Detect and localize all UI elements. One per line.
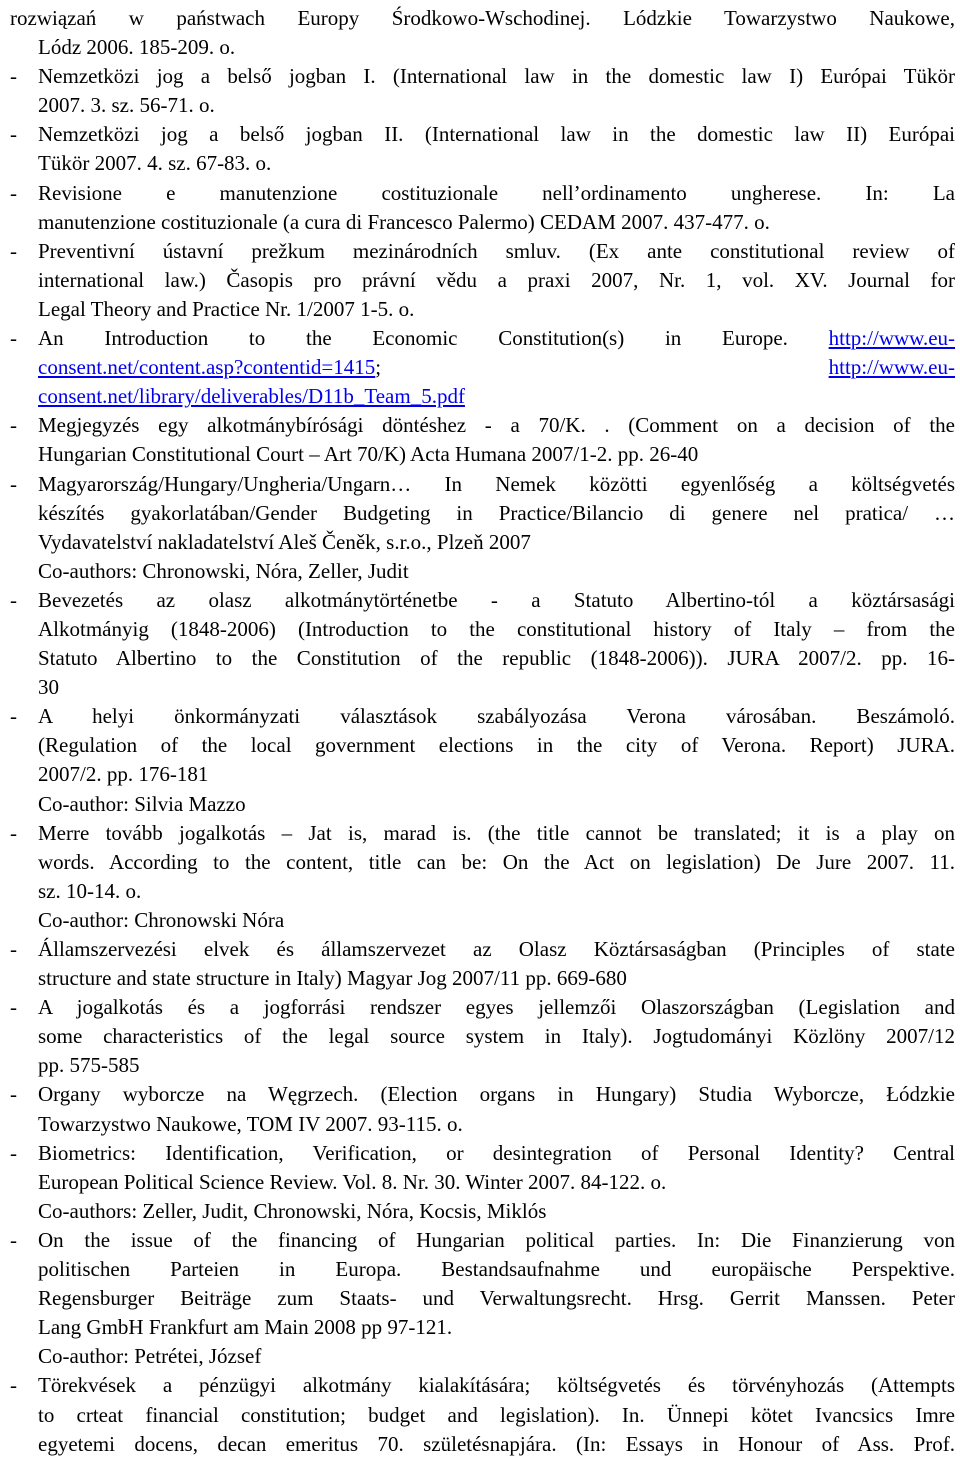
list-dash: - bbox=[10, 1140, 17, 1165]
text-line bbox=[10, 237, 955, 266]
text-line bbox=[10, 1139, 955, 1168]
list-dash: - bbox=[10, 238, 17, 263]
line-text: Lódz 2006. 185-209. o. bbox=[38, 35, 236, 60]
hyperlink[interactable]: consent.net/library/deliverables/D11b_Team_5.pdf bbox=[38, 384, 465, 409]
text-line bbox=[10, 470, 955, 499]
line-text: Revisione e manutenzione costituzionale nell’ordinamento ungherese. In: La bbox=[38, 180, 955, 205]
text-line bbox=[10, 935, 955, 964]
line-text: Co-author: Silvia Mazzo bbox=[38, 791, 246, 816]
line-text: Biometrics: Identification, Verification, or desintegration of Personal Identity? Central bbox=[38, 1140, 955, 1165]
line-text: some characteristics of the legal source system in Italy). Jogtudományi Közlöny 2007/12 bbox=[38, 1024, 955, 1049]
line-text: words. According to the content, title can be: On the Act on legislation) De Jure 2007. 11. bbox=[38, 849, 955, 874]
line-text: 30 bbox=[38, 675, 59, 700]
line-text: A jogalkotás és a jogforrási rendszer egyes jellemzői Olaszországban (Legislation and bbox=[38, 995, 955, 1020]
text-line bbox=[10, 615, 955, 644]
text-line bbox=[10, 1110, 955, 1139]
text-line bbox=[10, 702, 955, 731]
line-text: Merre tovább jogalkotás – Jat is, marad is. (the title cannot be translated; it is a play on bbox=[38, 820, 955, 845]
text-line bbox=[10, 1430, 955, 1459]
line-text: 2007. 3. sz. 56-71. o. bbox=[38, 93, 215, 118]
line-text: Co-authors: Zeller, Judit, Chronowski, Nóra, Kocsis, Miklós bbox=[38, 1198, 547, 1223]
text-line bbox=[10, 673, 955, 702]
text-line bbox=[10, 33, 955, 62]
line-text: An Introduction to the Economic Constitution(s) in Europe. bbox=[38, 326, 788, 351]
line-text: Nemzetközi jog a belső jogban II. (International law in the domestic law II) Európai bbox=[38, 122, 955, 147]
text-line bbox=[10, 1080, 955, 1109]
list-dash: - bbox=[10, 64, 17, 89]
text-line bbox=[10, 819, 955, 848]
text-line bbox=[10, 557, 955, 586]
line-text: pp. 575-585 bbox=[38, 1053, 140, 1078]
list-dash: - bbox=[10, 471, 17, 496]
line-text: politischen Parteien in Europa. Bestandsaufnahme und europäische Perspektive. bbox=[38, 1257, 955, 1282]
text-line bbox=[10, 1226, 955, 1255]
text-line bbox=[10, 993, 955, 1022]
text-line bbox=[10, 644, 955, 673]
text-line bbox=[10, 1342, 955, 1371]
line-text: international law.) Časopis pro právní vědu a praxi 2007, Nr. 1, vol. XV. Journal for bbox=[38, 267, 955, 292]
separator: ; bbox=[375, 355, 382, 380]
text-line bbox=[10, 4, 955, 33]
text-line bbox=[10, 91, 955, 120]
text-line bbox=[10, 1168, 955, 1197]
hyperlink[interactable]: consent.net/content.asp?contentid=1415 bbox=[38, 355, 376, 380]
list-dash: - bbox=[10, 704, 17, 729]
text-line bbox=[10, 1197, 955, 1226]
text-line bbox=[10, 1313, 955, 1342]
text-line bbox=[10, 731, 955, 760]
line-text: sz. 10-14. o. bbox=[38, 878, 142, 903]
line-text: manutenzione costituzionale (a cura di Francesco Palermo) CEDAM 2007. 437-477. o. bbox=[38, 209, 770, 234]
list-dash: - bbox=[10, 326, 17, 351]
line-text: Nemzetközi jog a belső jogban I. (International law in the domestic law I) Európai Tükör bbox=[38, 64, 955, 89]
line-text: Legal Theory and Practice Nr. 1/2007 1-5. o. bbox=[38, 296, 415, 321]
text-line bbox=[10, 1371, 955, 1400]
text-line bbox=[10, 848, 955, 877]
text-line bbox=[10, 877, 955, 906]
line-text: Co-author: Chronowski Nóra bbox=[38, 907, 285, 932]
text-line bbox=[10, 382, 955, 411]
line-text: On the issue of the financing of Hungarian political parties. In: Die Finanzierung von bbox=[38, 1227, 955, 1252]
text-line bbox=[10, 760, 955, 789]
list-dash: - bbox=[10, 995, 17, 1020]
line-text: Tükör 2007. 4. sz. 67-83. o. bbox=[38, 151, 272, 176]
line-text: Statuto Albertino to the Constitution of the republic (1848-2006)). JURA 2007/2. pp. 16- bbox=[38, 646, 955, 671]
line-text: Államszervezési elvek és államszervezet az Olasz Köztársaságban (Principles of state bbox=[38, 937, 955, 961]
line-text: Regensburger Beiträge zum Staats- und Verwaltungsrecht. Hrsg. Gerrit Manssen. Peter bbox=[38, 1286, 955, 1311]
text-line bbox=[10, 528, 955, 557]
text-line bbox=[10, 1051, 955, 1080]
text-line bbox=[10, 179, 955, 208]
text-line bbox=[10, 266, 955, 295]
text-line bbox=[10, 1022, 955, 1051]
text-line bbox=[10, 586, 955, 615]
line-text: Magyarország/Hungary/Ungheria/Ungarn… In Nemek közötti egyenlőség a költségvetés bbox=[38, 471, 955, 496]
text-line bbox=[10, 1401, 955, 1430]
line-text: Hungarian Constitutional Court – Art 70/K) Acta Humana 2007/1-2. pp. 26-40 bbox=[38, 442, 699, 467]
text-line bbox=[10, 1284, 955, 1313]
text-line bbox=[10, 499, 955, 528]
text-line bbox=[10, 295, 955, 324]
line-text: Co-author: Petrétei, József bbox=[38, 1344, 262, 1369]
line-text: Organy wyborcze na Węgrzech. (Election organs in Hungary) Studia Wyborcze, Łódzkie bbox=[38, 1082, 955, 1107]
hyperlink[interactable]: http://www.eu- bbox=[828, 326, 955, 351]
line-text: egyetemi docens, decan emeritus 70. születésnapjára. (In: Essays in Honour of Ass. Prof. bbox=[38, 1431, 955, 1456]
line-text: Co-authors: Chronowski, Nóra, Zeller, Judit bbox=[38, 558, 409, 583]
text-line bbox=[10, 324, 955, 353]
line-text: A helyi önkormányzati választások szabályozása Verona városában. Beszámoló. bbox=[38, 704, 955, 729]
line-text: Towarzystwo Naukowe, TOM IV 2007. 93-115. o. bbox=[38, 1111, 463, 1136]
text-line bbox=[10, 120, 955, 149]
text-line bbox=[10, 62, 955, 91]
list-dash: - bbox=[10, 587, 17, 612]
text-line bbox=[10, 964, 955, 993]
line-text: Preventivní ústavní prežkum mezinárodních smluv. (Ex ante constitutional review of bbox=[38, 238, 955, 263]
text-line bbox=[10, 208, 955, 237]
text-line bbox=[10, 906, 955, 935]
hyperlink[interactable]: http://www.eu- bbox=[828, 355, 955, 380]
list-dash: - bbox=[10, 413, 17, 438]
line-text: structure and state structure in Italy) Magyar Jog 2007/11 pp. 669-680 bbox=[38, 966, 627, 991]
text-line bbox=[10, 790, 955, 819]
line-text: Vydavatelství nakladatelství Aleš Čeněk, s.r.o., Plzeň 2007 bbox=[38, 529, 531, 554]
line-text: to crteat financial constitution; budget and legislation). In. Ünnepi kötet Ivancsics Imre bbox=[38, 1402, 955, 1427]
text-line bbox=[10, 411, 955, 440]
line-text: Lang GmbH Frankfurt am Main 2008 pp 97-121. bbox=[38, 1315, 453, 1340]
line-text: Törekvések a pénzügyi alkotmány kialakítására; költségvetés és törvényhozás (Attempts bbox=[38, 1373, 955, 1398]
line-text: 2007/2. pp. 176-181 bbox=[38, 762, 209, 787]
text-line bbox=[10, 149, 955, 178]
line-text: Megjegyzés egy alkotmánybírósági döntéshez - a 70/K. . (Comment on a decision of the bbox=[38, 413, 955, 438]
line-text: készítés gyakorlatában/Gender Budgeting in Practice/Bilancio di genere nel pratica/ … bbox=[38, 500, 955, 525]
line-text: rozwiązań w państwach Europy Środkowo-Wschodinej. Lódzkie Towarzystwo Naukowe, bbox=[10, 6, 955, 30]
list-dash: - bbox=[10, 1082, 17, 1107]
list-dash: - bbox=[10, 122, 17, 147]
list-dash: - bbox=[10, 1227, 17, 1252]
line-text: (Regulation of the local government elections in the city of Verona. Report) JURA. bbox=[38, 733, 955, 758]
list-dash: - bbox=[10, 1373, 17, 1398]
list-dash: - bbox=[10, 937, 17, 961]
line-text: European Political Science Review. Vol. 8. Nr. 30. Winter 2007. 84-122. o. bbox=[38, 1169, 667, 1194]
list-dash: - bbox=[10, 820, 17, 845]
text-line bbox=[10, 1255, 955, 1284]
text-line bbox=[10, 440, 955, 469]
list-dash: - bbox=[10, 180, 17, 205]
line-text: Alkotmányig (1848-2006) (Introduction to the constitutional history of Italy – from the bbox=[38, 616, 955, 641]
line-text: Bevezetés az olasz alkotmánytörténetbe - a Statuto Albertino-tól a köztársasági bbox=[38, 587, 955, 612]
text-line bbox=[10, 353, 955, 382]
